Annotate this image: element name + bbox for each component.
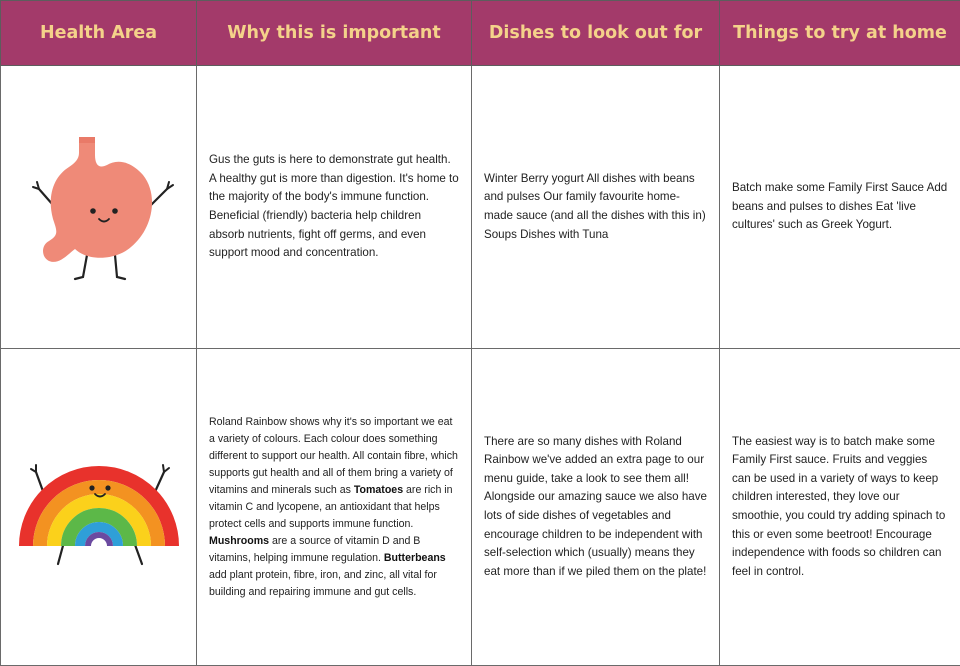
health-area-cell xyxy=(1,66,197,349)
highlight-keyword: Mushrooms xyxy=(209,534,270,547)
header-dishes: Dishes to look out for xyxy=(472,1,720,66)
header-why-important: Why this is important xyxy=(197,1,472,66)
why-important-text xyxy=(209,416,458,598)
stomach-mascot-icon xyxy=(19,127,179,287)
things-to-try-cell xyxy=(720,349,960,666)
rainbow-mascot-icon xyxy=(14,442,184,572)
text-segment: are rich in vitamin C and lycopene, an antioxidant that helps protect cells and supports immune function. xyxy=(209,483,453,530)
highlight-keyword: Tomatoes xyxy=(353,483,404,496)
dishes-text: There are so many dishes with Roland Rainbow we've added an extra page to our menu guide, take a look to see them all! Alongside our amazing sauce we also have lots of side dishes of vegetables and encourage children to be independent with self-selection which (usually) means they eat more than if we piled them on the plate! xyxy=(484,434,707,578)
dishes-cell xyxy=(472,66,720,349)
why-important-cell xyxy=(197,349,472,666)
why-important-cell xyxy=(197,66,472,349)
table-row xyxy=(1,349,960,666)
things-to-try-text: The easiest way is to batch make some Family First sauce. Fruits and veggies can be used in a variety of ways to keep children interested, they love our smoothie, you could try adding spinach to this or even some beetroot! Encourage independence with foods so children can feel in control. xyxy=(732,434,946,578)
table-row xyxy=(1,66,960,349)
text-segment: are a source of vitamin D and B vitamins, helping immune regulation. xyxy=(209,534,421,564)
things-to-try-cell xyxy=(720,66,960,349)
highlight-keyword: Butterbeans xyxy=(383,551,446,564)
text-segment: Roland Rainbow shows why it's so important we eat a variety of colours. Each colour does something different to support our health. All contain fibre, which supports gut health and all of them bring a variety of vitamins and minerals such as xyxy=(209,415,458,496)
things-to-try-text: Batch make some Family First Sauce Add beans and pulses to dishes Eat 'live cultures' such as Greek Yogurt. xyxy=(732,181,948,232)
header-row xyxy=(1,1,960,66)
header-health-area: Health Area xyxy=(1,1,197,66)
header-things-to-try: Things to try at home xyxy=(720,1,960,66)
dishes-text: Winter Berry yogurt All dishes with beans and pulses Our family favourite home-made sauce (and all the dishes with this in) Soups Dishes with Tuna xyxy=(484,171,706,241)
text-segment: add plant protein, fibre, iron, and zinc, all vital for building and repairing immune and gut cells. xyxy=(209,568,437,598)
health-area-cell xyxy=(1,349,197,666)
text-segment: Gus the guts is here to demonstrate gut health. A healthy gut is more than digestion. It's home to the majority of the body's immune function. Beneficial (friendly) bacteria help children absorb nutrients, fight off germs, and even support mood and concentration. xyxy=(209,153,459,260)
dishes-cell xyxy=(472,349,720,666)
why-important-text xyxy=(209,153,459,259)
